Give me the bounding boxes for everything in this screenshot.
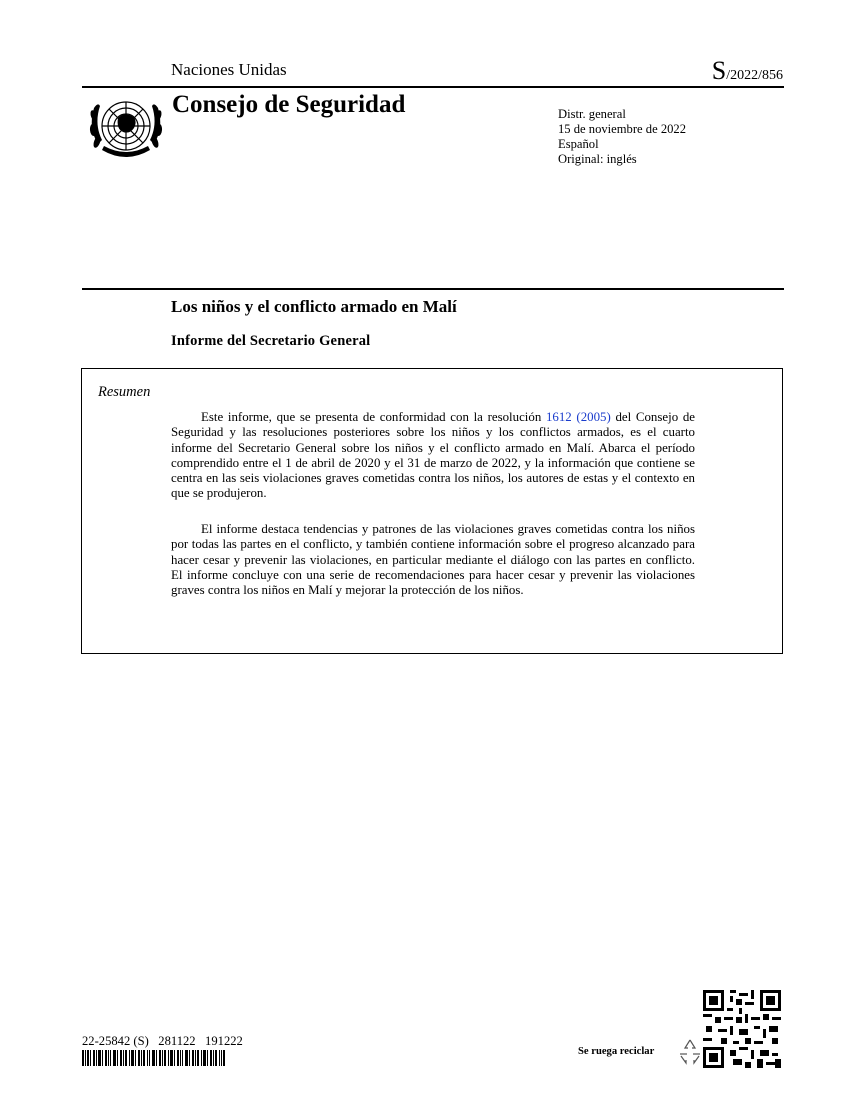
symbol-number: /2022/856 [726,68,783,83]
distribution-date: 15 de noviembre de 2022 [558,122,687,136]
un-emblem-icon [82,92,170,164]
council-name: Consejo de Seguridad [172,91,406,118]
document-symbol [712,56,783,86]
report-title: Los niños y el conflicto armado en Malí [171,297,457,316]
report-subtitle: Informe del Secretario General [171,333,371,349]
paragraph-1-text-end: del Consejo de Seguridad y las resoluciones posteriores sobre los niños y los conflictos armados, es el cuarto informe del Secretario General sobre los niños y el conflicto armado en Malí. Abarca el período comprendido entre el 1 de abril de 2020 y el 31 de marzo de 2022, y la información que contiene se centra en las seis violaciones graves cometidas contra los niños, los autores de estas y el contexto en que se produjeron. [171,410,695,501]
resolution-link[interactable]: 1612 (2005) [545,410,611,424]
distribution-language: Español [558,137,599,151]
recycle-notice: Se ruega reciclar [578,1046,655,1057]
header-rule [82,86,784,88]
job-number: 22-25842 (S) [82,1034,149,1048]
qr-code-icon [703,990,781,1068]
barcode-icon [82,1050,225,1066]
summary-paragraph-2: El informe destaca tendencias y patrones de las violaciones graves cometidas contra los niños por todas las partes en el conflicto, y también contiene información sobre el progreso alcanzado para hacer cesar y prevenir las violaciones, en particular mediante el diálogo con las partes en conflicto. El informe concluye con una serie de recomendaciones para hacer cesar y prevenir las violaciones graves contra los niños en Malí y mejorar la protección de los niños. [171,522,695,598]
summary-paragraph-1 [171,410,695,502]
job-number-line [82,1034,243,1049]
original-language: Original: inglés [558,152,637,166]
recycle-icon [675,1036,705,1066]
paragraph-1-text-start: Este informe, que se presenta de conformidad con la resolución [201,410,546,424]
distribution-block [558,107,686,167]
distribution-type: Distr. general [558,107,626,121]
summary-label: Resumen [98,384,151,400]
symbol-prefix: S [711,56,727,85]
title-rule [82,288,784,290]
job-date-1: 281122 [158,1034,196,1048]
job-date-2: 191222 [205,1034,243,1048]
organization-name: Naciones Unidas [171,60,287,79]
